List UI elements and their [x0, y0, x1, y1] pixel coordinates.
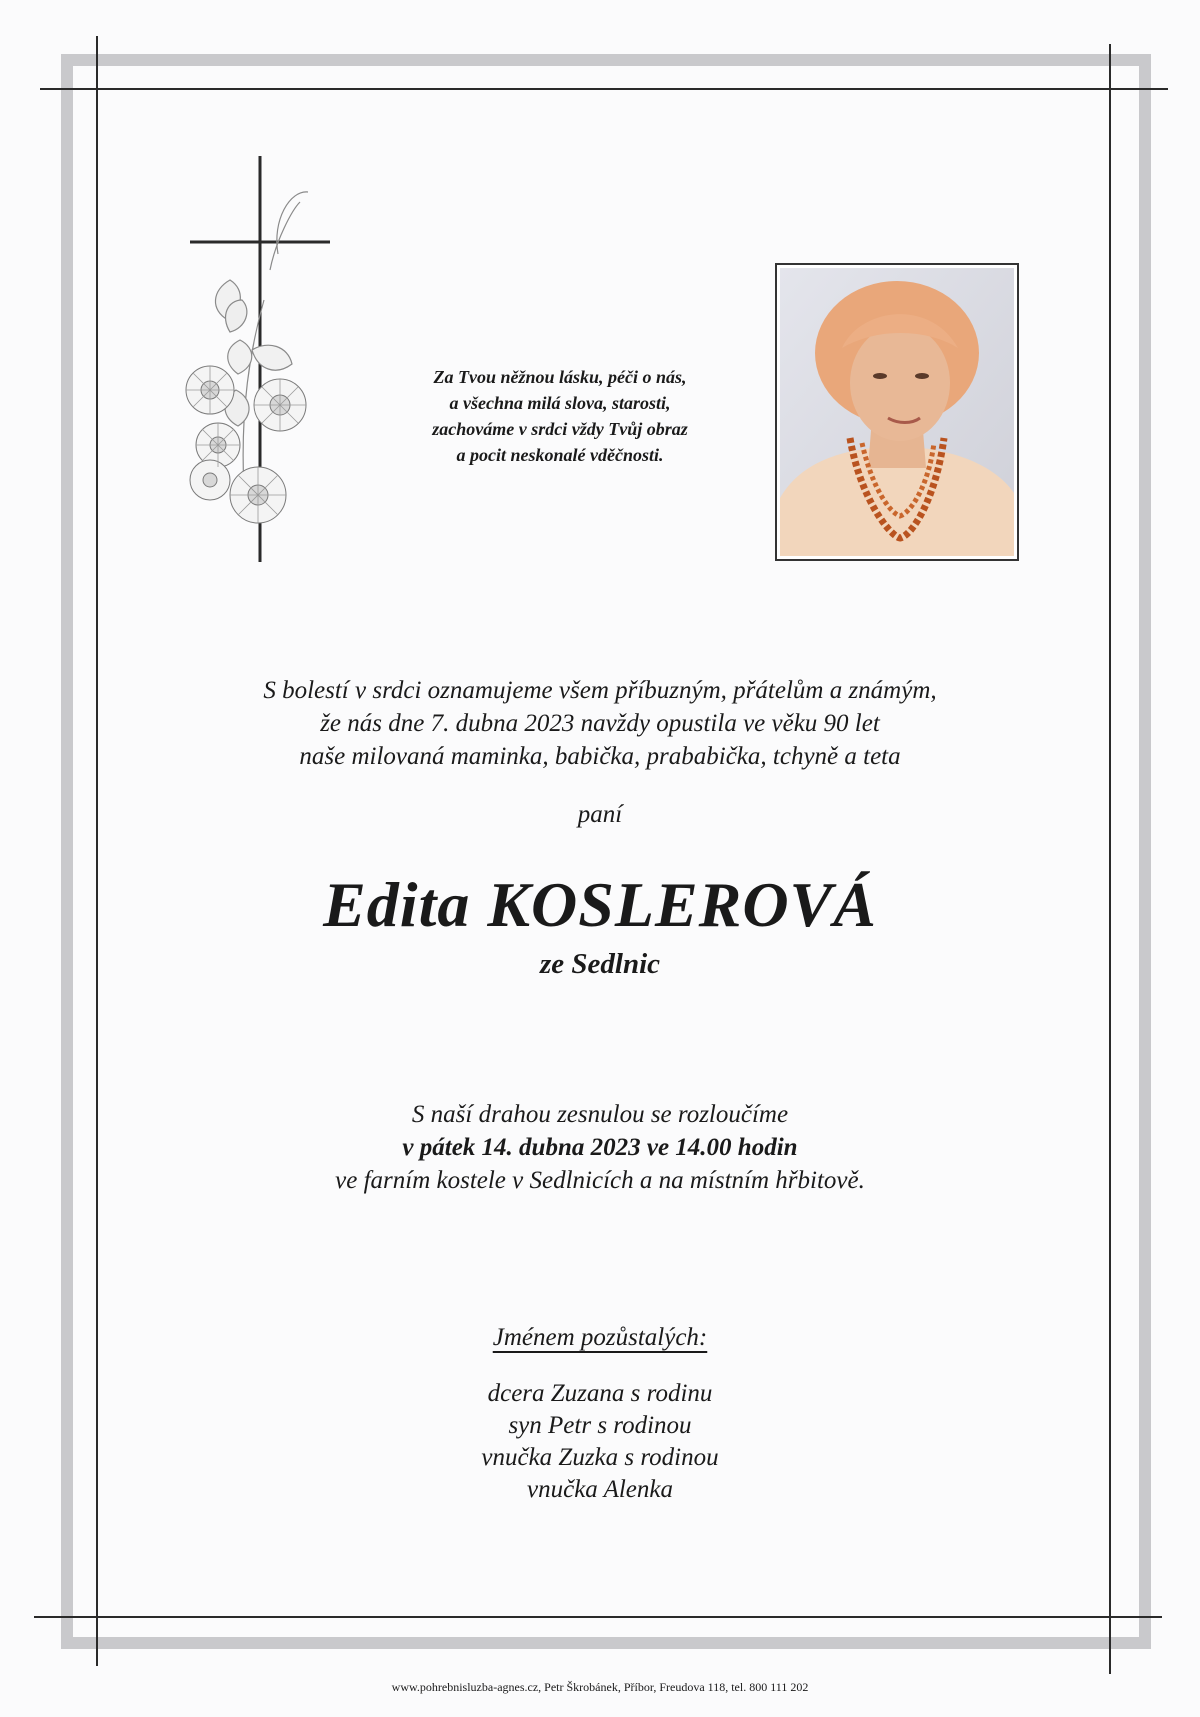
- funeral-date-time: v pátek 14. dubna 2023 ve 14.00 hodin: [402, 1134, 798, 1161]
- funeral-details: [0, 1098, 1200, 1197]
- announcement-line: že nás dne 7. dubna 2023 navždy opustila ve věku 90 let: [320, 710, 880, 737]
- top-border-line: [40, 88, 1168, 90]
- survivor-item: dcera Zuzana s rodinu: [487, 1380, 713, 1407]
- deceased-name: Edita KOSLEROVÁ: [323, 869, 877, 940]
- announcement-line: S bolestí v srdci oznamujeme všem příbuzným, přátelům a známým,: [263, 677, 937, 704]
- footer-contact: www.pohrebnisluzba-agnes.cz, Petr Škrobánek, Příbor, Freudova 118, tel. 800 111 202: [391, 1680, 809, 1694]
- quote-line: zachováme v srdci vždy Tvůj obraz: [432, 419, 688, 439]
- survivor-item: syn Petr s rodinou: [508, 1412, 692, 1439]
- quote-line: a všechna milá slova, starosti,: [449, 393, 671, 413]
- salutation: paní: [577, 801, 623, 828]
- bottom-border-line: [34, 1616, 1162, 1618]
- quote-line: Za Tvou něžnou lásku, péči o nás,: [433, 367, 687, 387]
- cross-with-flowers-icon: [180, 150, 340, 565]
- portrait-photo: [775, 263, 1019, 561]
- funeral-line: S naší drahou zesnulou se rozloučíme: [411, 1101, 789, 1128]
- announcement-text: [0, 674, 1200, 773]
- quote-line: a pocit neskonalé vděčnosti.: [456, 445, 664, 465]
- survivors-heading: Jménem pozůstalých:: [492, 1324, 708, 1351]
- announcement-line: naše milovaná maminka, babička, prababička, tchyně a teta: [299, 743, 901, 770]
- funeral-location: ve farním kostele v Sedlnicích a na místním hřbitově.: [335, 1167, 865, 1194]
- memorial-quote: [390, 364, 730, 468]
- deceased-origin: ze Sedlnic: [539, 948, 661, 980]
- survivors-list: [0, 1378, 1200, 1506]
- survivor-item: vnučka Alenka: [527, 1476, 673, 1503]
- survivor-item: vnučka Zuzka s rodinou: [481, 1444, 719, 1471]
